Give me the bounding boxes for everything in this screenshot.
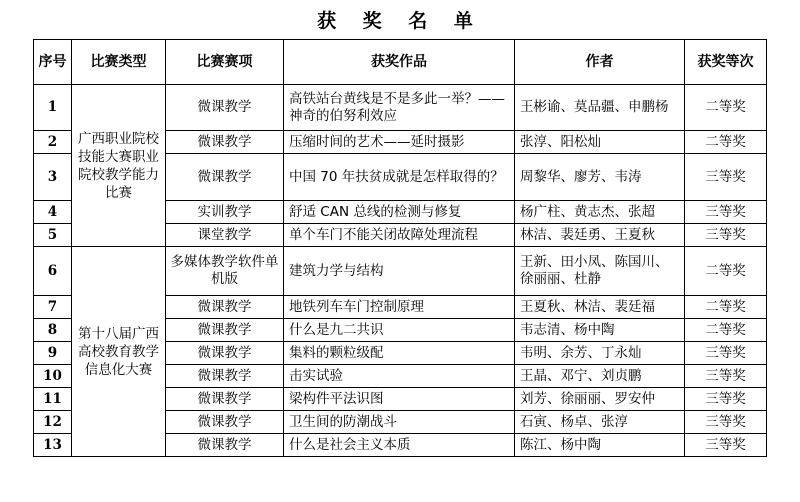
work-cell: 高铁站台黄线是不是多此一举？——神奇的伯努利效应	[284, 85, 515, 131]
work-cell: 击实试验	[284, 365, 515, 388]
table-row	[34, 247, 767, 296]
authors-cell: 石寅、杨卓、张淳	[515, 411, 685, 434]
header-category: 比赛类型	[72, 40, 166, 85]
table-row	[34, 85, 767, 131]
row-index: 2	[34, 131, 72, 154]
award-cell: 二等奖	[685, 296, 767, 319]
row-index: 8	[34, 319, 72, 342]
header-event: 比赛赛项	[166, 40, 284, 85]
category-cell: 广西职业院校技能大赛职业院校教学能力比赛	[72, 85, 166, 247]
authors-cell: 杨广柱、黄志杰、张超	[515, 201, 685, 224]
authors-cell: 刘芳、徐丽丽、罗安仲	[515, 388, 685, 411]
event-cell: 微课教学	[166, 388, 284, 411]
header-work: 获奖作品	[284, 40, 515, 85]
authors-cell: 韦明、余芳、丁永灿	[515, 342, 685, 365]
authors-cell: 韦志清、杨中陶	[515, 319, 685, 342]
award-cell: 三等奖	[685, 434, 767, 457]
award-cell: 二等奖	[685, 85, 767, 131]
row-index: 9	[34, 342, 72, 365]
event-cell: 多媒体教学软件单机版	[166, 247, 284, 296]
authors-cell: 张淳、阳松灿	[515, 131, 685, 154]
award-cell: 二等奖	[685, 131, 767, 154]
row-index: 11	[34, 388, 72, 411]
work-cell: 舒适 CAN 总线的检测与修复	[284, 201, 515, 224]
event-cell: 微课教学	[166, 85, 284, 131]
award-cell: 三等奖	[685, 154, 767, 201]
row-index: 6	[34, 247, 72, 296]
award-cell: 三等奖	[685, 365, 767, 388]
work-cell: 什么是社会主义本质	[284, 434, 515, 457]
authors-cell: 王晶、邓宁、刘贞鹏	[515, 365, 685, 388]
row-index: 3	[34, 154, 72, 201]
award-cell: 三等奖	[685, 224, 767, 247]
event-cell: 微课教学	[166, 342, 284, 365]
event-cell: 微课教学	[166, 296, 284, 319]
award-cell: 三等奖	[685, 342, 767, 365]
authors-cell: 王彬谕、莫品疆、申鹏杨	[515, 85, 685, 131]
category-cell: 第十八届广西高校教育教学信息化大赛	[72, 247, 166, 457]
header-award: 获奖等次	[685, 40, 767, 85]
authors-cell: 林洁、裴廷勇、王夏秋	[515, 224, 685, 247]
award-table	[33, 39, 767, 457]
award-cell: 二等奖	[685, 319, 767, 342]
authors-cell: 王夏秋、林洁、裴廷福	[515, 296, 685, 319]
work-cell: 梁构件平法识图	[284, 388, 515, 411]
event-cell: 微课教学	[166, 319, 284, 342]
page-title: 获 奖 名 单	[317, 10, 483, 32]
row-index: 4	[34, 201, 72, 224]
work-cell: 建筑力学与结构	[284, 247, 515, 296]
header-authors: 作者	[515, 40, 685, 85]
authors-cell: 周黎华、廖芳、韦涛	[515, 154, 685, 201]
row-index: 12	[34, 411, 72, 434]
event-cell: 微课教学	[166, 154, 284, 201]
header-index: 序号	[34, 40, 72, 85]
work-cell: 压缩时间的艺术——延时摄影	[284, 131, 515, 154]
authors-cell: 王新、田小凤、陈国川、徐丽丽、杜静	[515, 247, 685, 296]
row-index: 5	[34, 224, 72, 247]
work-cell: 单个车门不能关闭故障处理流程	[284, 224, 515, 247]
work-cell: 地铁列车车门控制原理	[284, 296, 515, 319]
event-cell: 微课教学	[166, 411, 284, 434]
table-header-row	[34, 40, 767, 85]
row-index: 13	[34, 434, 72, 457]
award-cell: 三等奖	[685, 388, 767, 411]
row-index: 1	[34, 85, 72, 131]
work-cell: 卫生间的防潮战斗	[284, 411, 515, 434]
event-cell: 微课教学	[166, 131, 284, 154]
authors-cell: 陈江、杨中陶	[515, 434, 685, 457]
event-cell: 实训教学	[166, 201, 284, 224]
award-cell: 三等奖	[685, 201, 767, 224]
row-index: 10	[34, 365, 72, 388]
event-cell: 课堂教学	[166, 224, 284, 247]
award-cell: 三等奖	[685, 411, 767, 434]
event-cell: 微课教学	[166, 365, 284, 388]
event-cell: 微课教学	[166, 434, 284, 457]
row-index: 7	[34, 296, 72, 319]
work-cell: 中国 70 年扶贫成就是怎样取得的？	[284, 154, 515, 201]
award-cell: 二等奖	[685, 247, 767, 296]
work-cell: 集料的颗粒级配	[284, 342, 515, 365]
work-cell: 什么是九二共识	[284, 319, 515, 342]
